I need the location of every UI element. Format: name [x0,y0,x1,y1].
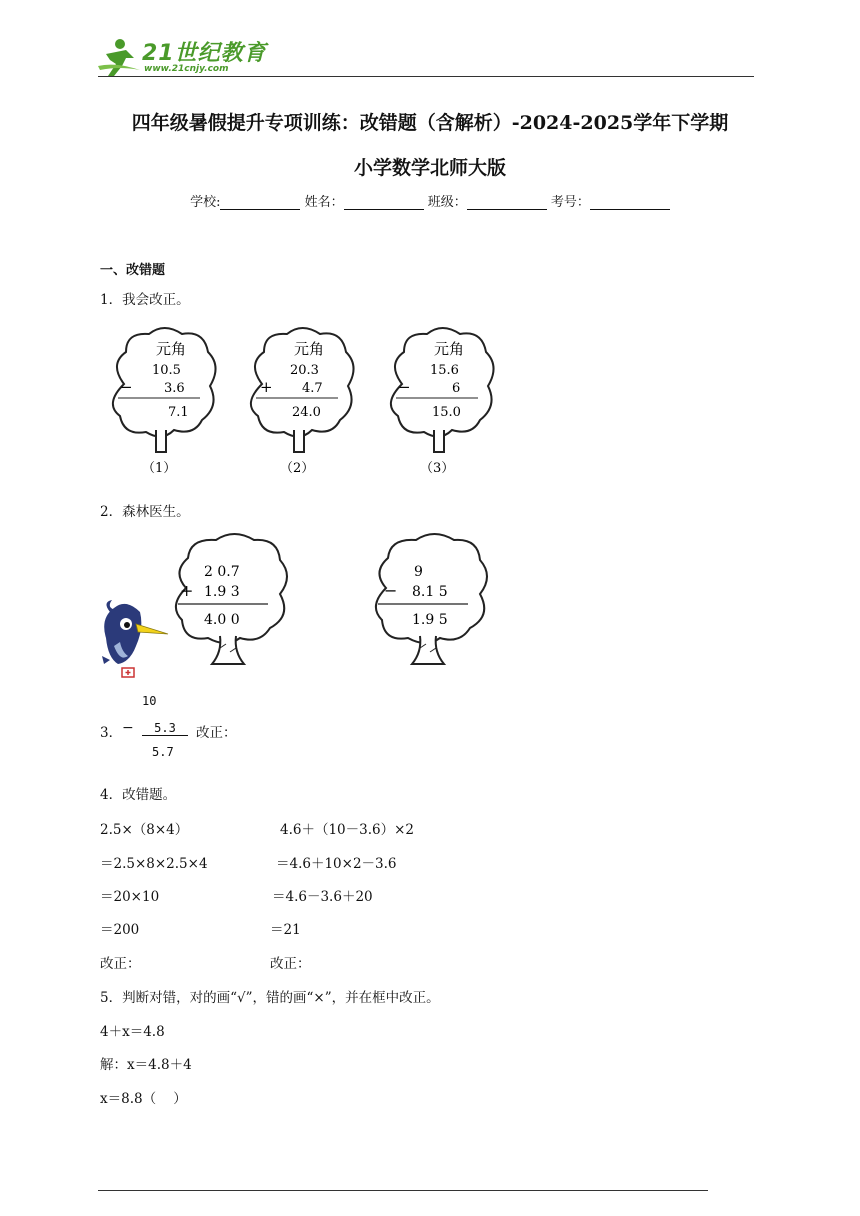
section-heading: 一、改错题 [100,263,166,278]
q3-label: 3． [100,725,123,741]
header-rule [98,76,754,77]
q4-left-line-3: ＝20×10 [100,889,160,905]
logo-url: www.21cnjy.com [144,64,229,74]
school-label: 学校: [190,195,221,210]
q5-line-1: 4＋x＝4.8 [100,1024,165,1040]
class-label: 班级： [427,195,467,210]
page-subtitle: 小学数学北师大版 [353,157,506,179]
q2-tree-2-bottom: 8.1 5 [412,584,448,600]
tree-1-bottom: 3.6 [164,381,185,396]
name-blank[interactable] [344,197,424,210]
footer-rule [98,1190,708,1191]
q4-left-line-2: ＝2.5×8×2.5×4 [100,856,208,872]
q4-right-fix[interactable]: 改正： [270,956,311,972]
tree-2 [251,328,354,476]
school-blank[interactable] [220,197,300,210]
tree-3-top: 15.6 [430,363,459,378]
number-blank[interactable] [590,197,670,210]
q1-trees [100,320,500,480]
q2-tree-1-result: 4.0 0 [204,612,240,628]
q4-left-line-1: 2.5×（8×4） [100,822,189,838]
q2-tree-2-result: 1.9 5 [412,612,448,628]
q3-result: 5.7 [152,745,174,759]
q2-figure [96,528,516,680]
q2-tree-1-op: + [180,581,194,600]
q1-label: 1．我会改正。 [100,292,190,308]
q5-line-3[interactable]: x＝8.8（ ） [100,1091,187,1107]
tree-3-op: − [398,378,411,396]
q3-bottom: 5.3 [142,721,188,736]
q5-line-2: 解：x＝4.8＋4 [100,1057,192,1073]
q2-tree-2-op: − [384,581,398,600]
tree-2-bottom: 4.7 [302,381,323,396]
class-blank[interactable] [467,197,547,210]
tree-1-op: − [120,378,133,396]
q3-op: − [122,720,134,736]
tree-3-caption: （3） [420,461,455,476]
tree-2-unit: 元角 [294,340,325,358]
q2-tree-1 [176,534,287,664]
tree-3-bottom: 6 [452,381,461,396]
tree-3 [391,328,494,476]
tree-2-caption: （2） [280,461,315,476]
tree-1-result: 7.1 [168,405,189,420]
tree-1-top: 10.5 [152,363,181,378]
q5-label: 5．判断对错，对的画“√”，错的画“×”，并在框中改正。 [100,990,440,1006]
q4-right-line-2: ＝4.6＋10×2－3.6 [276,856,397,872]
tree-2-op: + [260,378,273,396]
q2-tree-2-top: 9 [414,564,423,580]
logo-text: 21世纪教育 [142,41,267,66]
q4-left-fix[interactable]: 改正： [100,956,141,972]
q2-tree-1-bottom: 1.9 3 [204,584,240,600]
q4-right-line-3: ＝4.6－3.6＋20 [272,889,373,905]
q4-right-line-4: ＝21 [270,922,301,938]
tree-3-unit: 元角 [434,340,465,358]
tree-1-unit: 元角 [156,340,187,358]
tree-3-result: 15.0 [432,405,461,420]
q3-fix[interactable]: 改正： [196,725,237,741]
number-label: 考号： [550,195,590,210]
name-label: 姓名： [304,195,344,210]
tree-2-result: 24.0 [292,405,321,420]
tree-1-caption: （1） [142,461,177,476]
woodpecker-icon [102,600,168,677]
q4-right-line-1: 4.6＋（10－3.6）×2 [280,822,415,838]
tree-1 [113,328,216,476]
q2-label: 2．森林医生。 [100,504,190,520]
q3-top: 10 [142,694,157,708]
q2-tree-2 [376,534,487,664]
page-title: 四年级暑假提升专项训练：改错题（含解析）-2024-2025学年下学期 [131,112,729,134]
tree-2-top: 20.3 [290,363,319,378]
q4-label: 4．改错题。 [100,787,177,803]
student-info [0,191,860,210]
q2-tree-1-top: 2 0.7 [204,564,240,580]
q4-left-line-4: ＝200 [100,922,140,938]
